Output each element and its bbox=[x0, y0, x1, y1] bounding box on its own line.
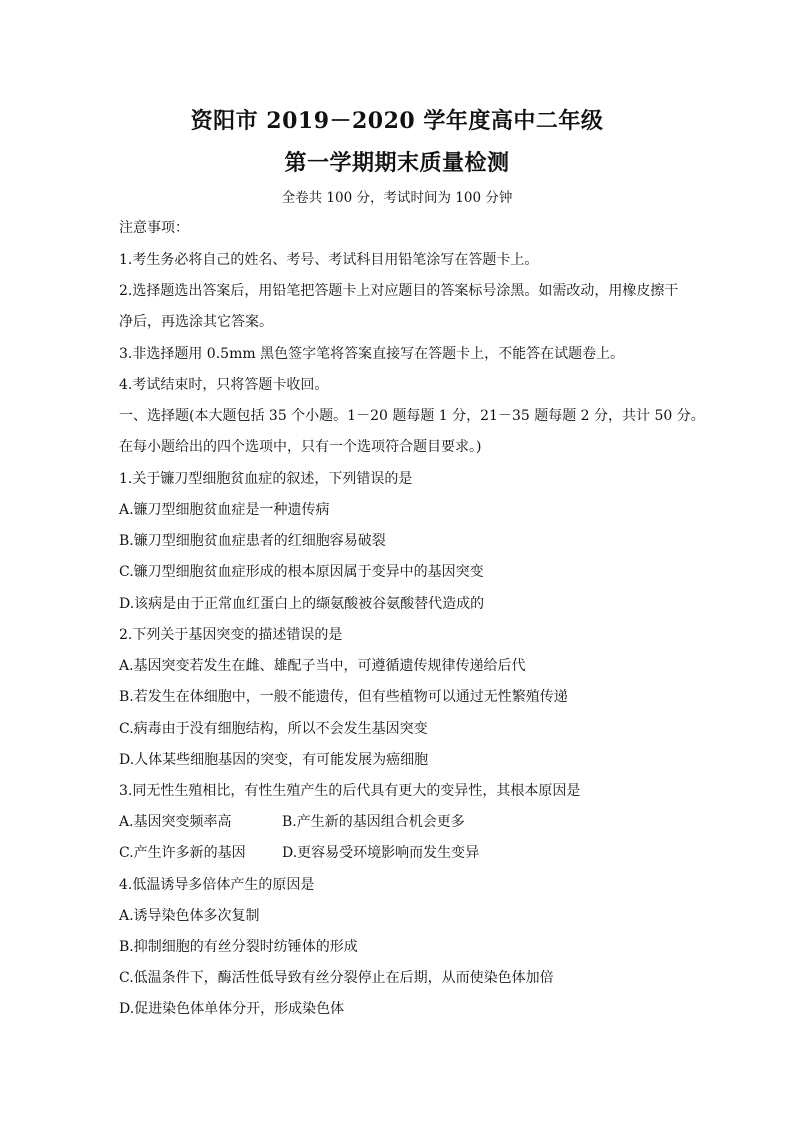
question-3-stem: 3.同无性生殖相比，有性生殖产生的后代具有更大的变异性，其根本原因是 bbox=[119, 783, 581, 799]
section-instructions: 在每小题给出的四个选项中，只有一个选项符合题目要求。) bbox=[119, 439, 482, 455]
question-1-option-a: A.镰刀型细胞贫血症是一种遗传病 bbox=[119, 502, 330, 518]
question-3-option-d: D.更容易受环境影响而发生变异 bbox=[282, 845, 480, 861]
question-1-stem: 1.关于镰刀型细胞贫血症的叙述，下列错误的是 bbox=[119, 471, 413, 487]
note-item-1: 1.考生务必将自己的姓名、考号、考试科目用铅笔涂写在答题卡上。 bbox=[119, 252, 539, 268]
question-4-option-b: B.抑制细胞的有丝分裂时纺锤体的形成 bbox=[119, 939, 358, 955]
exam-subtitle: 全卷共 100 分，考试时间为 100 分钟 bbox=[281, 190, 513, 206]
question-4-option-a: A.诱导染色体多次复制 bbox=[119, 908, 260, 924]
question-1-option-d: D.该病是由于正常血红蛋白上的缬氨酸被谷氨酸替代造成的 bbox=[119, 596, 485, 612]
notes-heading: 注意事项： bbox=[119, 220, 189, 236]
question-2-option-d: D.人体某些细胞基因的突变，有可能发展为癌细胞 bbox=[119, 752, 429, 768]
question-2-option-a: A.基因突变若发生在雌、雄配子当中，可遵循遗传规律传递给后代 bbox=[119, 658, 526, 674]
exam-title-line1: 资阳市 2019－2020 学年度高中二年级 bbox=[190, 108, 604, 134]
exam-title-line2: 第一学期期末质量检测 bbox=[284, 150, 510, 176]
question-3-option-a: A.基因突变频率高 bbox=[119, 814, 232, 830]
question-2-stem: 2.下列关于基因突变的描述错误的是 bbox=[119, 627, 343, 643]
question-3-options-row2 bbox=[119, 843, 479, 863]
question-4-stem: 4.低温诱导多倍体产生的原因是 bbox=[119, 877, 315, 893]
note-item-2: 2.选择题选出答案后，用铅笔把答题卡上对应题目的答案标号涂黑。如需改动，用橡皮擦干 bbox=[119, 283, 679, 299]
question-1-option-c: C.镰刀型细胞贫血症形成的根本原因属于变异中的基因突变 bbox=[119, 564, 484, 580]
note-item-3: 3.非选择题用 0.5mm 黑色签字笔将答案直接写在答题卡上，不能答在试题卷上。 bbox=[119, 346, 625, 362]
question-2-option-c: C.病毒由于没有细胞结构，所以不会发生基因突变 bbox=[119, 721, 428, 737]
question-2-option-b: B.若发生在体细胞中，一般不能遗传，但有些植物可以通过无性繁殖传递 bbox=[119, 689, 568, 705]
question-4-option-c: C.低温条件下，酶活性低导致有丝分裂停止在后期，从而使染色体加倍 bbox=[119, 970, 554, 986]
question-3-option-c: C.产生许多新的基因 bbox=[119, 845, 246, 861]
note-item-4: 4.考试结束时，只将答题卡收回。 bbox=[119, 377, 329, 393]
note-item-2-cont: 净后，再选涂其它答案。 bbox=[119, 314, 273, 330]
question-3-options-row1 bbox=[119, 812, 465, 832]
question-1-option-b: B.镰刀型细胞贫血症患者的红细胞容易破裂 bbox=[119, 533, 386, 549]
section-heading: 一、选择题(本大题包括 35 个小题。1－20 题每题 1 分，21－35 题每题 2 分，共计 50 分。 bbox=[119, 408, 705, 424]
question-3-option-b: B.产生新的基因组合机会更多 bbox=[282, 814, 465, 830]
question-4-option-d: D.促进染色体单体分开，形成染色体 bbox=[119, 1001, 345, 1017]
